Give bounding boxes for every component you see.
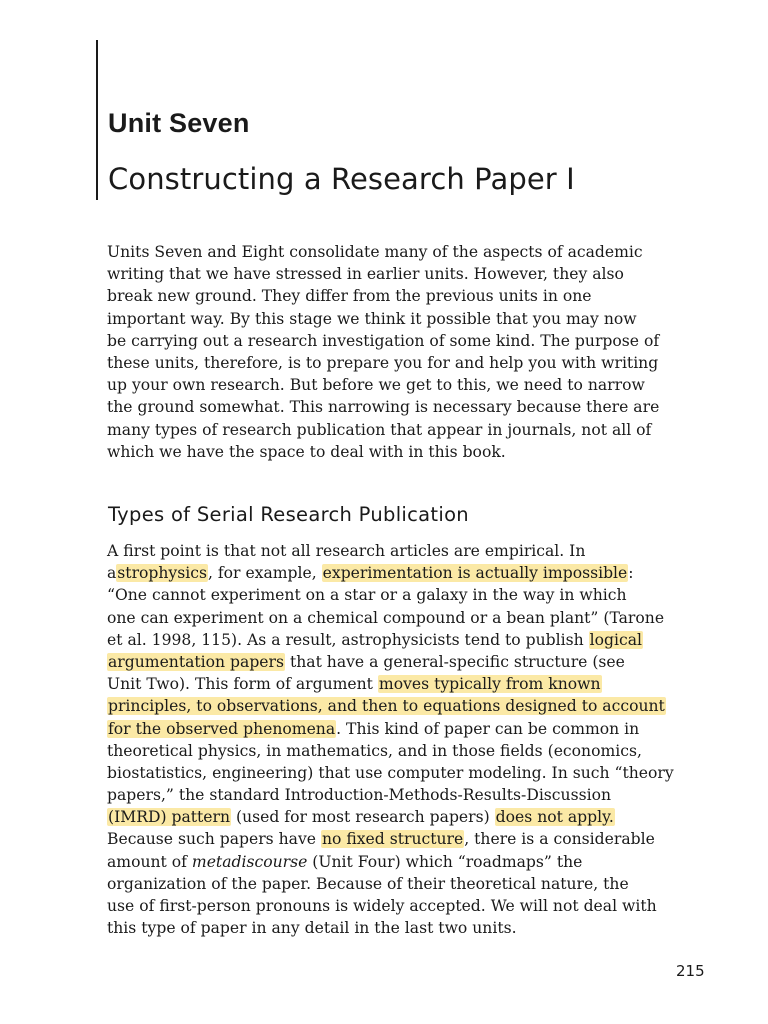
text-line — [107, 695, 707, 717]
unit-title: Constructing a Research Paper I — [108, 162, 575, 196]
body-paragraph — [107, 540, 707, 939]
text-line: the ground somewhat. This narrowing is necessary because there are — [107, 398, 660, 417]
text-line: amount of metadiscourse (Unit Four) which “roadmaps” the — [107, 852, 583, 871]
text-line: these units, therefore, is to prepare you for and help you with writing — [107, 353, 659, 372]
text-line: A first point is that not all research articles are empirical. In — [107, 542, 586, 560]
text-line: papers,” the standard Introduction-Methods-Results-Discussion — [107, 786, 612, 805]
text-line: “One cannot experiment on a star or a galaxy in the way in which — [107, 586, 627, 605]
text-line: theoretical physics, in mathematics, and in those fields (economics, — [107, 741, 642, 760]
text-line: for the observed phenomena. This kind of paper can be common in — [108, 719, 640, 738]
text-line: use of first-person pronouns is widely accepted. We will not deal with — [107, 897, 657, 915]
text-line: biostatistics, engineering) that use computer modeling. In such “theory — [107, 763, 674, 782]
highlight: logical — [589, 630, 643, 649]
section-heading: Types of Serial Research Publication — [108, 503, 469, 526]
text-line: writing that we have stressed in earlier units. However, they also — [107, 265, 624, 284]
text-line: which we have the space to deal with in this book. — [107, 442, 506, 461]
text-line: Units Seven and Eight consolidate many of the aspects of academic — [107, 243, 643, 261]
highlight: does not apply. — [495, 808, 614, 827]
highlight: no fixed structure — [321, 830, 464, 849]
highlight: experimentation is actually impossible — [322, 564, 628, 583]
text-line: be carrying out a research investigation of some kind. The purpose of — [107, 331, 660, 350]
highlight: (IMRD) pattern — [108, 808, 231, 827]
text-line: Unit Two). This form of argument moves typically from known — [107, 675, 601, 694]
text-line: et al. 1998, 115). As a result, astrophysicists tend to publish logical — [107, 630, 643, 649]
unit-label: Unit Seven — [108, 108, 250, 138]
text-line: astrophysics, for example, experimentation is actually impossible: — [107, 564, 634, 583]
page-number: 215 — [676, 962, 705, 980]
text-line: one can experiment on a chemical compound or a bean plant” (Tarone — [107, 608, 665, 627]
highlight: strophysics — [117, 564, 207, 583]
intro-paragraph — [107, 241, 707, 463]
text-line: (IMRD) pattern (used for most research papers) does not apply. — [108, 808, 614, 827]
highlight: moves typically from known — [378, 675, 601, 694]
text-line: Because such papers have no fixed structure, there is a considerable — [107, 830, 655, 849]
italic-term: metadiscourse — [191, 852, 308, 871]
text-line: break new ground. They differ from the previous units in one — [107, 287, 592, 306]
text-line: this type of paper in any detail in the last two units. — [107, 919, 517, 938]
text-line: argumentation papers that have a general-specific structure (see — [108, 652, 625, 671]
text-line: organization of the paper. Because of their theoretical nature, the — [107, 874, 629, 893]
highlight: argumentation papers — [108, 652, 284, 671]
margin-rule — [96, 40, 98, 200]
highlight: principles, to observations, and then to equations designed to account — [108, 697, 665, 716]
text-line: up your own research. But before we get to this, we need to narrow — [107, 376, 645, 395]
text-line: important way. By this stage we think it possible that you may now — [107, 309, 637, 328]
text-line: many types of research publication that appear in journals, not all of — [107, 420, 652, 439]
highlight: for the observed phenomena — [108, 719, 336, 738]
